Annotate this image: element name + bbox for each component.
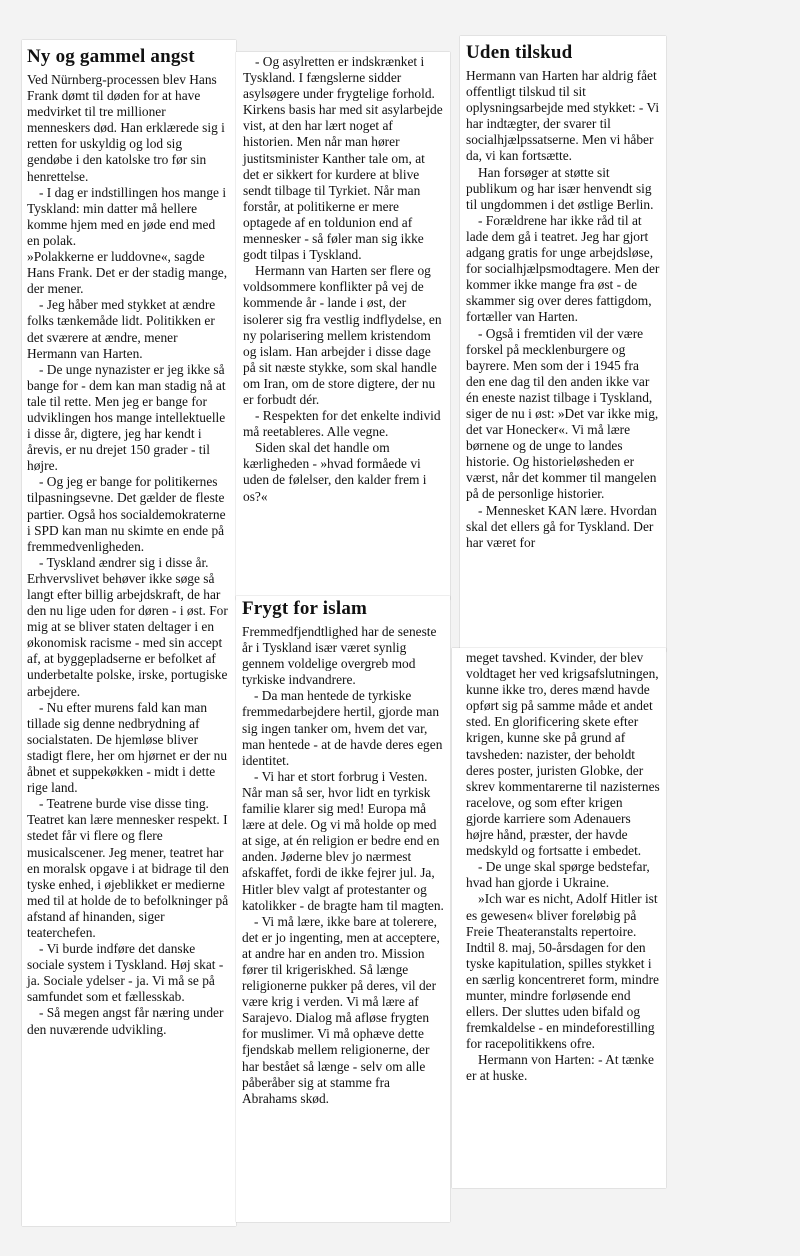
column-body bbox=[27, 72, 230, 1038]
clipping-asylretten bbox=[236, 52, 450, 600]
paragraph: Fremmedfjendtlighed har de seneste år i Tyskland især været synlig gennem voldelige overgreb mod tyrkiske indvandrere. bbox=[242, 624, 437, 688]
paragraph: Siden skal det handle om kærligheden - »hvad formåede vi uden de følelser, den kalder frem i os?« bbox=[243, 440, 427, 504]
paragraph: Ved Nürnberg-processen blev Hans Frank dømt til døden for at have medvirket til tre millioner menneskers død. Han erklærede sig i retten for uskyldig og lod sig gendøbe i den katolske tro før sin henrettelse. bbox=[27, 72, 225, 184]
paragraph: - Teatrene burde vise disse ting. Teatret kan lære mennesker respekt. I stedet får vi flere og flere musicalscener. Jeg mener, teatret har en moralsk opgave i at bidrage til den tyske enhed, i øjeblikket er medierne med til at holde de to befolkninger på afstand af hinanden, siger teaterchefen. bbox=[27, 796, 229, 940]
paragraph: - Respekten for det enkelte individ må reetableres. Alle vegne. bbox=[243, 408, 441, 440]
column-body bbox=[466, 650, 660, 1085]
column-body bbox=[243, 54, 444, 505]
paragraph: »Ich war es nicht, Adolf Hitler ist es gewesen« bliver foreløbig på Freie Theateranstalts repertoire. Indtil 8. maj, 50-årsdagen for den tyske kapitulation, spilles stykket i en særlig koncentreret form, mindre munter, mindre forløsende end ellers. Der sluttes uden bifald og fremkaldelse - en mindeforestilling for racepolitikkens ofre. bbox=[466, 891, 659, 1052]
paragraph: Hermann van Harten ser flere og voldsommere konflikter på vej de kommende år - lande i øst, der isolerer sig fra vestlig indflydelse, en ny polarisering mellem kristendom og islam. Han arbejder i disse dage på sit næste stykke, som skal handle om Iran, om de store digtere, der nu er forbudt dér. bbox=[243, 263, 442, 407]
paragraph: - Tyskland ændrer sig i disse år. Erhvervslivet behøver ikke søge så langt efter billig arbejdskraft, de har den nu lige uden for døren - i øst. For mig at se bliver staten deltager i en økonomisk racisme - med sin accept af, at byggepladserne er befolket af underbetalte polske, irske, portugiske arbejdere. bbox=[27, 554, 228, 699]
paragraph: - Forældrene har ikke råd til at lade dem gå i teatret. Jeg har gjort adgang gratis for unge arbejdsløse, for socialhjælpsmodtagere. Men der kommer ikke mange fra øst - de skammer sig over deres fattigdom, fortæller van Harten. bbox=[466, 212, 660, 325]
paragraph: - Og asylretten er indskrænket i Tyskland. I fængslerne sidder asylsøgere under frygtelige forhold. Kirkens basis har med sit asylarbejde vist, at den har lært noget af historien. Men når man hører justitsminister Kanther tale om, at det er sikkert for kurdere at blive sendt tilbage til Tyrkiet. Når man forstår, at politikerne er mere optagede af en toldunion end af mennesker - så føler man sig ikke godt tilpas i Tyskland. bbox=[243, 54, 443, 263]
clipping-tavshed bbox=[452, 648, 666, 1188]
paragraph: - Jeg håber med stykket at ændre folks tænkemåde lidt. Politikken er det sværere at ændre, mener Hermann van Harten. bbox=[27, 297, 216, 361]
paragraph: - De unge nynazister er jeg ikke så bange for - dem kan man stadig nå at tale til rette. Men jeg er bange for udviklingen hos mange intellektuelle i disse år, digtere, jeg har kendt i årevis, er nu drejet 150 grader - til højre. bbox=[27, 361, 226, 474]
clipping-ny-og-gammel-angst bbox=[22, 40, 236, 1226]
paragraph: - Vi har et stort forbrug i Vesten. Når man så ser, hvor lidt en tyrkisk familie klarer sig med! Europa må lære at dele. Og vi må holde op med at sige, at én religion er bedre end en anden. Jøderne blev jo nærmest afskaffet, fordi de ikke fejrer jul. Ja, Hitler blev valgt af protestanter og katolikker - de bragte ham til magten. bbox=[242, 768, 444, 913]
column-body bbox=[242, 624, 444, 1107]
clipping-uden-tilskud bbox=[460, 36, 666, 652]
heading-ny-og-gammel-angst: Ny og gammel angst bbox=[27, 46, 195, 67]
paragraph: - I dag er indstillingen hos mange i Tyskland: min datter må hellere komme hjem med en jøde end med en polak. bbox=[27, 184, 227, 248]
paragraph: Hermann van Harten har aldrig fået offentligt tilskud til sit oplysningsarbejde med stykket: - Vi har indtægter, der svarer til socialhjælpssatserne. Men vi håber da, vi kan fortsætte. bbox=[466, 68, 660, 164]
heading-frygt-for-islam: Frygt for islam bbox=[242, 598, 368, 619]
paragraph: - De unge skal spørge bedstefar, hvad han gjorde i Ukraine. bbox=[466, 859, 650, 891]
paragraph: - Vi må lære, ikke bare at tolerere, det er jo ingenting, men at acceptere, at andre har en anden tro. Mission fører til krigeriskhed. Så længe religionerne pukker på deres, vil der være krig i verden. Vi må lære af Sarajevo. Dialog må afløse frygten for muslimer. Vi må ophæve dette fjendskab mellem religionerne, der har bestået så længe - selv om alle påberåber sig at stamme fra Abrahams skød. bbox=[242, 913, 440, 1106]
paragraph: meget tavshed. Kvinder, der blev voldtaget her ved krigsafslutningen, kunne ikke tro, deres mænd havde opført sig på samme måde et andet sted. En glorificering skete efter krigen, kunne ske på grund af tavsheden: nazister, der beholdt deres poster, juristen Globke, der skrev kommentarerne til nazisternes racelove, og som efter krigen gjorde karriere som Adenauers højre hånd, præster, der havde medskyld og fortsatte i embedet. bbox=[466, 650, 660, 859]
paragraph: - Vi burde indføre det danske sociale system i Tyskland. Høj skat - ja. Sociale ydelser - ja. Vi må se på samfundet som et fællesskab. bbox=[27, 941, 224, 1005]
paragraph: »Polakkerne er luddovne«, sagde Hans Frank. Det er der stadig mange, der mener. bbox=[27, 249, 228, 297]
paragraph: - Da man hentede de tyrkiske fremmedarbejdere hertil, gjorde man sig ingen tanker om, hvem det var, man hentede - at de havde deres egen identitet. bbox=[242, 688, 443, 768]
paragraph: Han forsøger at støtte sit publikum og har især henvendt sig til ungdommen i det østlige Berlin. bbox=[466, 164, 654, 212]
paragraph: - Og jeg er bange for politikernes tilpasningsevne. Det gælder de fleste partier. Også hos socialdemokraterne i SPD kan man nu skimte en ende på fremmedvenligheden. bbox=[27, 474, 226, 554]
paragraph: - Mennesket KAN lære. Hvordan skal det ellers gå for Tyskland. Der har været for bbox=[466, 502, 657, 550]
clipping-frygt-for-islam bbox=[236, 596, 450, 1222]
paragraph: - Så megen angst får næring under den nuværende udvikling. bbox=[27, 1005, 224, 1037]
heading-uden-tilskud: Uden tilskud bbox=[466, 42, 573, 63]
paragraph: Hermann von Harten: - At tænke er at huske. bbox=[466, 1052, 654, 1084]
column-body bbox=[466, 68, 660, 551]
paragraph: - Nu efter murens fald kan man tillade sig denne nedbrydning af socialstaten. De hjemløse bliver stadigt flere, her om hjørnet er der nu åbnet et suppekøkken - midt i dette rige land. bbox=[27, 699, 228, 796]
paragraph: - Også i fremtiden vil der være forskel på mecklenburgere og bayrere. Men som der i 1945 fra den ene dag til den anden ikke var én eneste nazist tilbage i Tyskland, siger de nu i øst: »Det var ikke mig, det var Honecker«. Vi må lære børnene og de unge to landes historie. Og historieløsheden er værst, når det kommer til mangelen på de personlige historier. bbox=[466, 325, 659, 502]
